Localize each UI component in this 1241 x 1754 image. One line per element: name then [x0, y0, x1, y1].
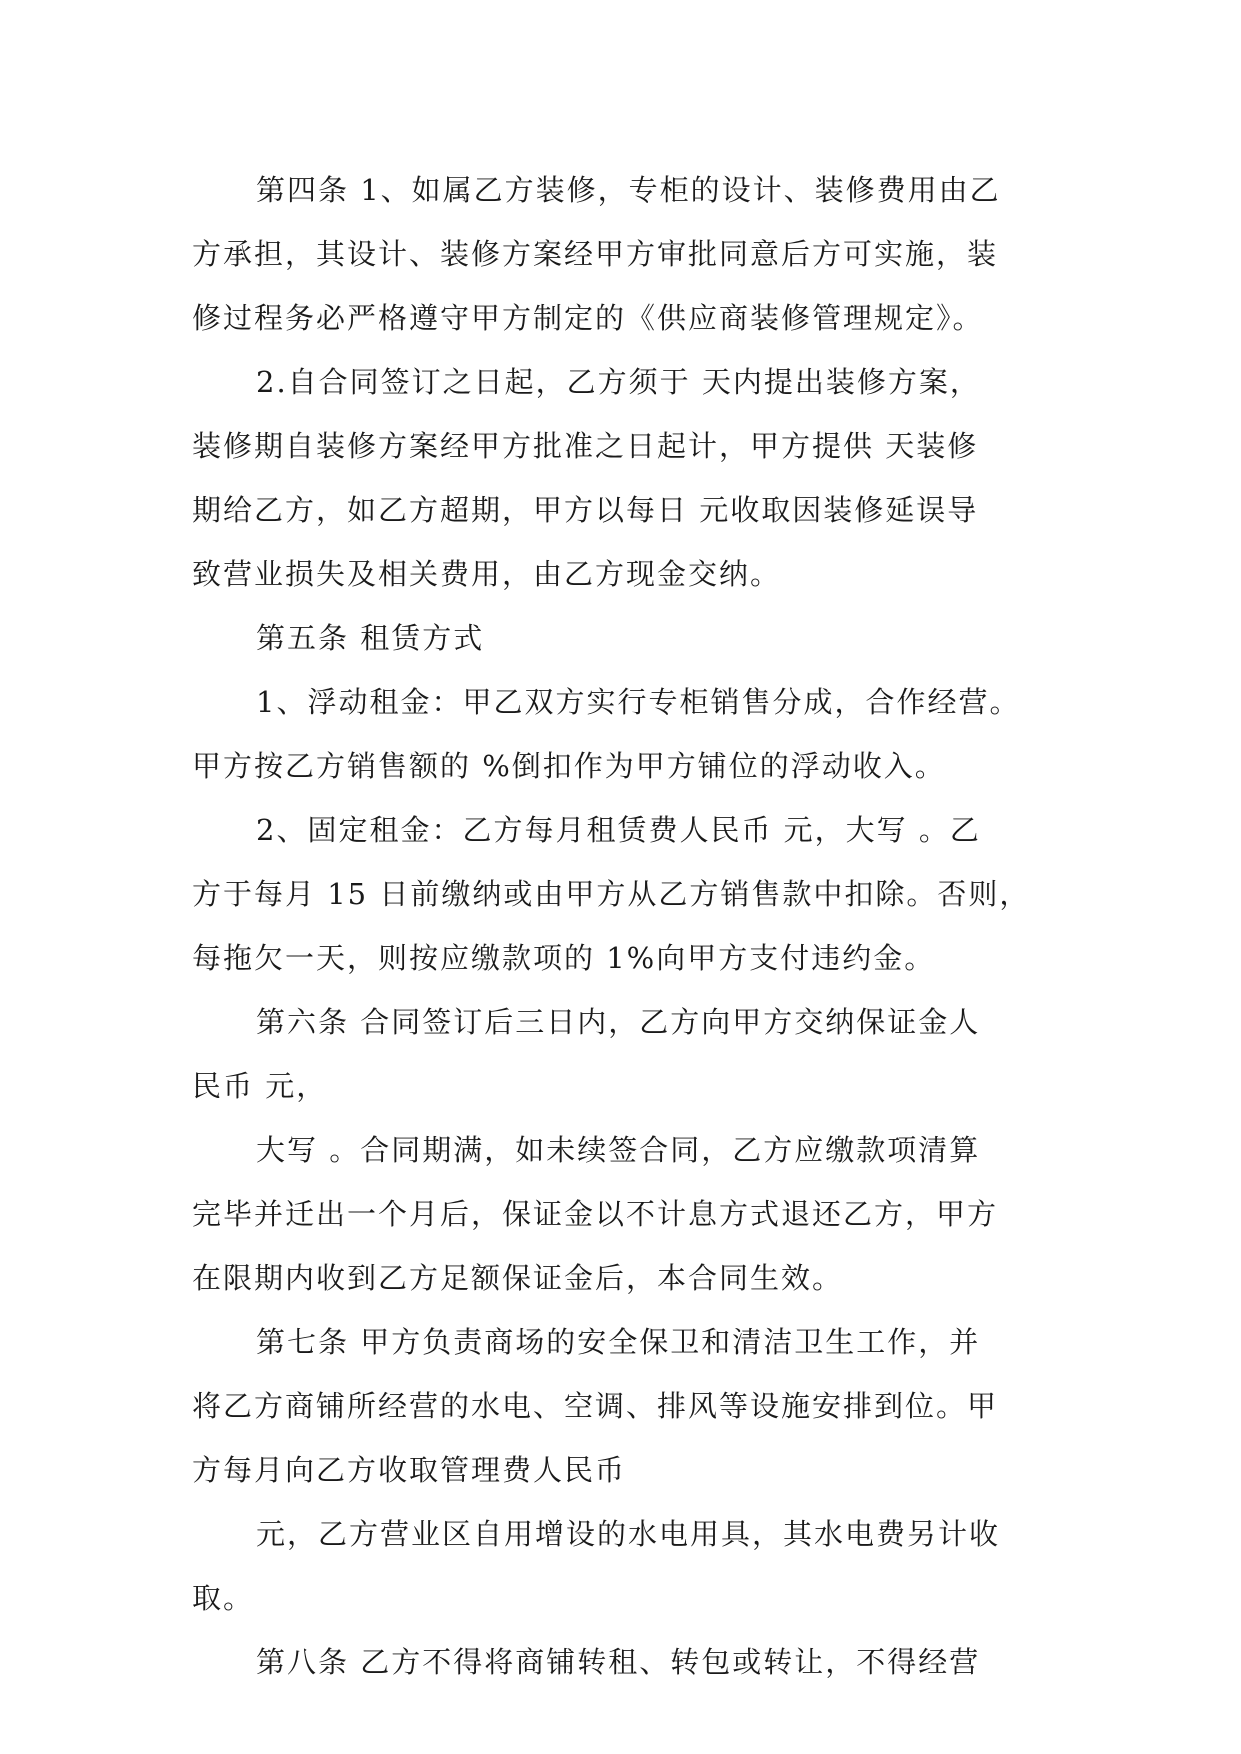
text-line: 第八条 乙方不得将商铺转租、转包或转让，不得经营	[256, 1645, 981, 1679]
text-line: 在限期内收到乙方足额保证金后，本合同生效。	[192, 1261, 844, 1295]
text-line: 1、浮动租金：甲乙双方实行专柜销售分成，合作经营。	[256, 685, 1021, 719]
text-line: 2.自合同签订之日起，乙方须于 天内提出装修方案，	[256, 365, 981, 399]
text-line: 方承担，其设计、装修方案经甲方审批同意后方可实施，装	[192, 237, 999, 271]
text-line: 第五条 租赁方式	[256, 621, 485, 655]
text-line: 期给乙方，如乙方超期，甲方以每日 元收取因装修延误导	[192, 493, 979, 527]
text-line: 取。	[192, 1581, 255, 1615]
text-line: 修过程务必严格遵守甲方制定的《供应商装修管理规定》。	[192, 301, 984, 335]
document-body	[192, 158, 1062, 1694]
text-line: 将乙方商铺所经营的水电、空调、排风等设施安排到位。甲	[192, 1389, 999, 1423]
text-line: 甲方按乙方销售额的 %倒扣作为甲方铺位的浮动收入。	[192, 749, 946, 783]
text-line: 方于每月 15 日前缴纳或由甲方从乙方销售款中扣除。否则，	[192, 877, 1031, 911]
text-line: 第四条 1、如属乙方装修，专柜的设计、装修费用由乙	[256, 173, 1001, 207]
text-line: 第六条 合同签订后三日内，乙方向甲方交纳保证金人	[256, 1005, 981, 1039]
text-line: 方每月向乙方收取管理费人民币	[192, 1453, 627, 1487]
text-line: 装修期自装修方案经甲方批准之日起计，甲方提供 天装修	[192, 429, 979, 463]
text-line: 大写 。合同期满，如未续签合同，乙方应缴款项清算	[256, 1133, 981, 1167]
text-line: 元，乙方营业区自用增设的水电用具，其水电费另计收	[256, 1517, 1001, 1551]
text-line: 每拖欠一天，则按应缴款项的 1%向甲方支付违约金。	[192, 941, 936, 975]
text-line: 2、固定租金：乙方每月租赁费人民币 元，大写 。乙	[256, 813, 981, 847]
text-line: 民币 元，	[192, 1069, 328, 1103]
text-line: 完毕并迁出一个月后，保证金以不计息方式退还乙方，甲方	[192, 1197, 999, 1231]
text-line: 致营业损失及相关费用，由乙方现金交纳。	[192, 557, 782, 591]
text-line: 第七条 甲方负责商场的安全保卫和清洁卫生工作，并	[256, 1325, 981, 1359]
